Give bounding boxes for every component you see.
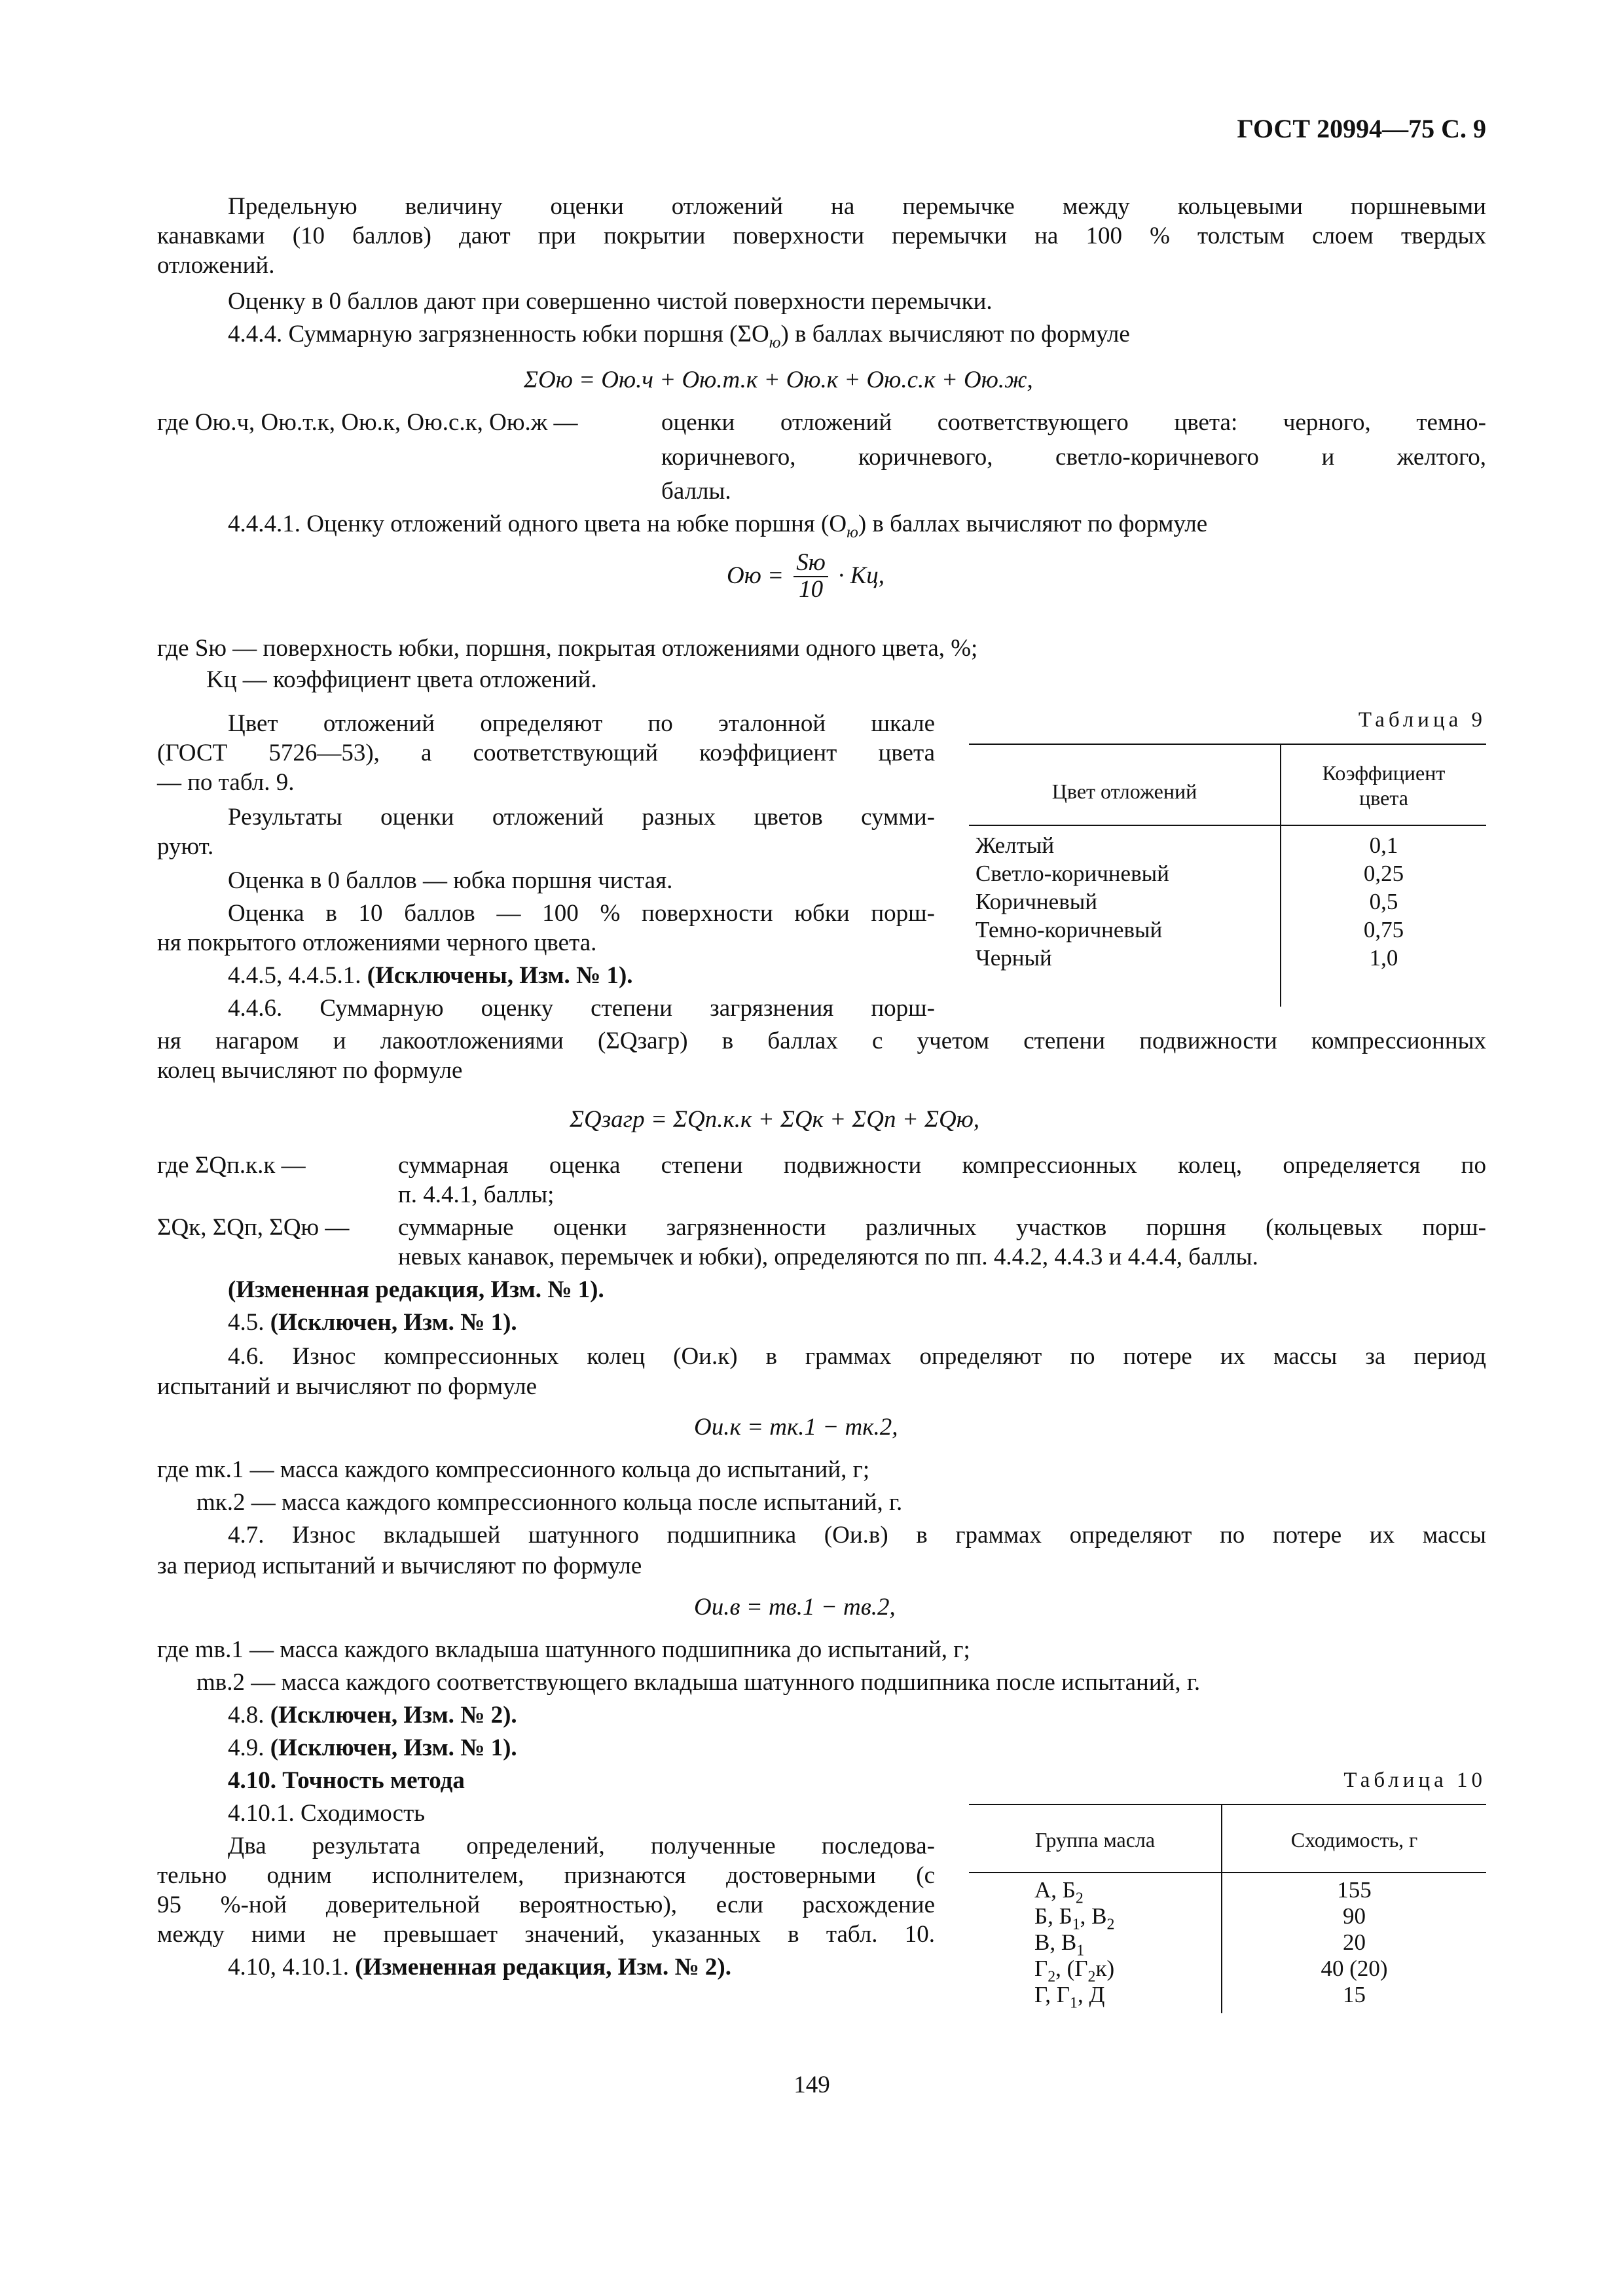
where-rhs: оценки отложений соответствующего цвета: черного, темно- bbox=[661, 409, 1486, 436]
amendment-note: 4.10, 4.10.1. (Измененная редакция, Изм. № 2). bbox=[228, 1954, 731, 1981]
table-cell: Желтый bbox=[976, 833, 1055, 858]
table-header-cell: Группа масла bbox=[1034, 1828, 1156, 1852]
section-4-8: 4.8. (Исключен, Изм. № 2). bbox=[228, 1702, 517, 1729]
section-4-4-4-1-intro: 4.4.4.1. Оценку отложений одного цвета на юбке поршня $(O_ю)$ в баллах вычисляют по формуле bbox=[228, 511, 1208, 541]
paragraph-line: Результаты оценки отложений разных цветов сумми- bbox=[228, 804, 935, 831]
where-line: Kц — коэффициент цвета отложений. bbox=[206, 666, 597, 693]
where-lhs: где ΣQп.к.к — bbox=[157, 1152, 306, 1179]
paragraph-line: канавками (10 баллов) дают при покрытии поверхности перемычки на 100 % толстым слоем твердых bbox=[157, 223, 1486, 249]
table-cell: 155 bbox=[1337, 1877, 1372, 1903]
paragraph-line: 95 %-ной доверительной вероятностью), если расхождение bbox=[157, 1892, 935, 1918]
table-cell: Светло-коричневый bbox=[976, 861, 1169, 886]
paragraph-line: Оценка в 0 баллов — юбка поршня чистая. bbox=[228, 867, 673, 894]
paragraph-line: отложений. bbox=[157, 252, 275, 279]
paragraph-line: тельно одним исполнителем, признаются достоверными (с bbox=[157, 1862, 935, 1889]
where-lhs: где Oю.ч, Oю.т.к, Oю.к, Oю.с.к, Oю.ж — bbox=[157, 409, 578, 436]
formula-sum-contamination: ΣQзагр = ΣQп.к.к + ΣQк + ΣQп + ΣQю, bbox=[570, 1106, 980, 1133]
paragraph-line: колец вычисляют по формуле bbox=[157, 1057, 463, 1084]
table-cell: В, $В_1$ bbox=[1034, 1929, 1085, 1960]
paragraph-line: за период испытаний и вычисляют по формуле bbox=[157, 1552, 642, 1579]
paragraph-line: Предельную величину оценки отложений на перемычке между кольцевыми поршневыми bbox=[228, 193, 1486, 220]
table-cell: 0,25 bbox=[1363, 861, 1404, 886]
table-10 bbox=[969, 1767, 1486, 2016]
section-4-4-5: 4.4.5, 4.4.5.1. (Исключены, Изм. № 1). bbox=[228, 962, 633, 989]
formula-ring-wear: Oи.к = mк.1 − mк.2, bbox=[694, 1414, 898, 1441]
paragraph-line: Оценка в 10 баллов — 100 % поверхности юбки порш- bbox=[228, 900, 935, 927]
section-4-10-1-heading: 4.10.1. Сходимость bbox=[228, 1800, 426, 1827]
page-number: 149 bbox=[793, 2072, 830, 2098]
section-4-6-intro: 4.6. Износ компрессионных колец (Oи.к) в граммах определяют по потере их массы за период bbox=[228, 1343, 1486, 1370]
table-cell: Г, $Г_1$, Д bbox=[1034, 1982, 1105, 2012]
where-lhs: ΣQк, ΣQп, ΣQю — bbox=[157, 1214, 350, 1241]
table-rule bbox=[969, 825, 1486, 826]
table-caption: Таблица 9 bbox=[1358, 708, 1486, 732]
table-header-cell: цвета bbox=[1359, 786, 1408, 810]
table-cell: Темно-коричневый bbox=[976, 917, 1163, 942]
paragraph-line: ня нагаром и лакоотложениями (ΣQзагр) в баллах с учетом степени подвижности компрессионных bbox=[157, 1028, 1486, 1054]
paragraph-line: (ГОСТ 5726—53), а соответствующий коэффициент цвета bbox=[157, 740, 935, 766]
where-line: где mв.1 — масса каждого вкладыша шатунного подшипника до испытаний, г; bbox=[157, 1636, 970, 1663]
table-cell: 0,1 bbox=[1369, 833, 1398, 858]
table-rule bbox=[969, 1804, 1486, 1805]
paragraph-line: — по табл. 9. bbox=[157, 769, 295, 796]
table-cell: Коричневый bbox=[976, 889, 1097, 914]
paragraph-line: руют. bbox=[157, 833, 214, 860]
table-cell: 1,0 bbox=[1369, 945, 1398, 971]
table-cell: 15 bbox=[1343, 1982, 1366, 2007]
section-4-10-heading: 4.10. Точность метода bbox=[228, 1767, 465, 1794]
table-cell: 0,5 bbox=[1369, 889, 1398, 914]
page-header: ГОСТ 20994—75 С. 9 bbox=[1237, 114, 1486, 143]
where-rhs: суммарные оценки загрязненности различных участков поршня (кольцевых порш- bbox=[398, 1214, 1486, 1241]
where-rhs: п. 4.4.1, баллы; bbox=[398, 1181, 555, 1208]
formula-bearing-wear: Oи.в = mв.1 − mв.2, bbox=[694, 1594, 896, 1621]
section-4-5: 4.5. (Исключен, Изм. № 1). bbox=[228, 1309, 517, 1336]
paragraph-line: Цвет отложений определяют по эталонной шкале bbox=[228, 710, 935, 737]
where-line: где mк.1 — масса каждого компрессионного кольца до испытаний, г; bbox=[157, 1456, 870, 1483]
section-4-7-intro: 4.7. Износ вкладышей шатунного подшипника (Oи.в) в граммах определяют по потере их массы bbox=[228, 1522, 1486, 1549]
fraction: $\frac{Sю}{10}$ bbox=[793, 550, 828, 602]
paragraph-line: 4.4.6. Суммарную оценку степени загрязнения порш- bbox=[228, 995, 935, 1022]
table-cell: $Г_2$, $(Г_2к)$ bbox=[1034, 1956, 1115, 1986]
where-line: mв.2 — масса каждого соответствующего вкладыша шатунного подшипника после испытаний, г. bbox=[196, 1669, 1201, 1696]
paragraph-line: испытаний и вычисляют по формуле bbox=[157, 1373, 537, 1400]
where-rhs: невых канавок, перемычек и юбки), определяются по пп. 4.4.2, 4.4.3 и 4.4.4, баллы. bbox=[398, 1244, 1258, 1270]
table-cell: А, $Б_2$ bbox=[1034, 1877, 1084, 1907]
table-rule bbox=[969, 1872, 1486, 1873]
formula-sum-skirt: ΣOю = Oю.ч + Oю.т.к + Oю.к + Oю.с.к + Oю.ж, bbox=[524, 367, 1033, 393]
table-cell: 20 bbox=[1343, 1929, 1366, 1955]
table-9 bbox=[969, 707, 1486, 988]
where-rhs: суммарная оценка степени подвижности компрессионных колец, определяется по bbox=[398, 1152, 1486, 1179]
where-line: где Sю — поверхность юбки, поршня, покрытая отложениями одного цвета, %; bbox=[157, 635, 978, 662]
table-header-cell: Сходимость, г bbox=[1290, 1828, 1418, 1852]
table-cell: 90 bbox=[1343, 1903, 1366, 1929]
paragraph-line: между ними не превышает значений, указанных в табл. 10. bbox=[157, 1921, 935, 1948]
paragraph-line: Оценку в 0 баллов дают при совершенно чистой поверхности перемычки. bbox=[228, 288, 993, 315]
table-cell: Б, $Б_1$, $В_2$ bbox=[1034, 1903, 1115, 1933]
section-4-9: 4.9. (Исключен, Изм. № 1). bbox=[228, 1734, 517, 1761]
table-rule bbox=[969, 744, 1486, 745]
paragraph-line: Два результата определений, полученные последова- bbox=[228, 1833, 935, 1859]
table-header-cell: Коэффициент bbox=[1322, 761, 1446, 785]
table-header-cell: Цвет отложений bbox=[1051, 780, 1197, 803]
table-caption: Таблица 10 bbox=[1343, 1768, 1486, 1792]
table-cell: Черный bbox=[976, 945, 1052, 971]
where-rhs: коричневого, коричневого, светло-коричневого и желтого, bbox=[661, 444, 1486, 471]
amendment-note: (Измененная редакция, Изм. № 1). bbox=[228, 1276, 604, 1303]
formula-skirt-color: Oю = $\frac{Sю}{10}$ · Kц, bbox=[727, 549, 885, 603]
table-cell: 0,75 bbox=[1363, 917, 1404, 942]
table-cell: 40 (20) bbox=[1321, 1956, 1388, 1981]
section-4-4-4-intro: 4.4.4. Суммарную загрязненность юбки поршня $(\Sigma O_ю)$ в баллах вычисляют по формуле bbox=[228, 321, 1130, 351]
where-line: mк.2 — масса каждого компрессионного кольца после испытаний, г. bbox=[196, 1489, 903, 1516]
paragraph-line: ня покрытого отложениями черного цвета. bbox=[157, 929, 597, 956]
where-rhs: баллы. bbox=[661, 478, 731, 505]
